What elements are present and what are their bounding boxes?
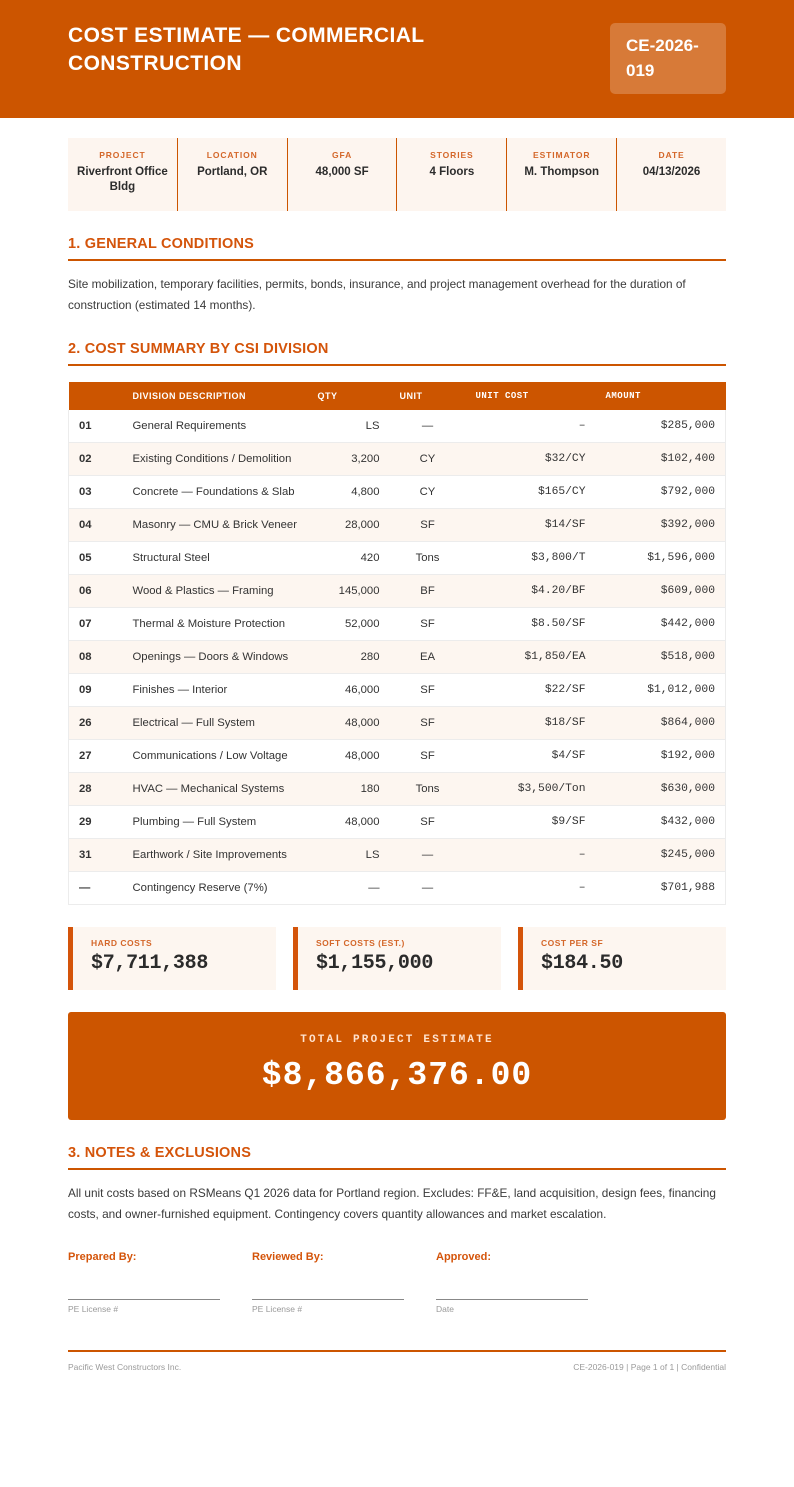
cell-unit: CY — [390, 476, 466, 509]
kpi-label: COST PER SF — [541, 938, 604, 949]
meta-value: 48,000 SF — [315, 166, 369, 179]
cell-division-description: Concrete — Foundations & Slab — [123, 476, 308, 509]
cell-unit-cost: – — [466, 839, 596, 872]
cell-amount: $285,000 — [596, 410, 726, 443]
cell-quantity: 145,000 — [308, 575, 390, 608]
cell-division-description: HVAC — Mechanical Systems — [123, 773, 308, 806]
cell-amount: $518,000 — [596, 641, 726, 674]
section-3-heading: 3. NOTES & EXCLUSIONS — [68, 1120, 726, 1170]
cell-division-description: Finishes — Interior — [123, 674, 308, 707]
table-row — [69, 443, 726, 476]
cell-division-number: 09 — [69, 674, 123, 707]
table-row — [69, 542, 726, 575]
total-value: $8,866,376.00 — [261, 1057, 533, 1095]
cell-division-description: Communications / Low Voltage — [123, 740, 308, 773]
kpi-value: $184.50 — [541, 952, 623, 976]
cell-unit-cost: $3,800/T — [466, 542, 596, 575]
project-meta-strip — [68, 138, 726, 211]
cell-unit: SF — [390, 674, 466, 707]
cell-amount: $245,000 — [596, 839, 726, 872]
signature-line[interactable] — [252, 1299, 404, 1300]
cell-unit-cost: $9/SF — [466, 806, 596, 839]
table-row — [69, 509, 726, 542]
cell-amount: $192,000 — [596, 740, 726, 773]
cell-unit: EA — [390, 641, 466, 674]
table-row — [69, 641, 726, 674]
cell-quantity: 28,000 — [308, 509, 390, 542]
cell-unit: SF — [390, 608, 466, 641]
signature-caption: Date — [436, 1304, 454, 1315]
meta-cell-location — [177, 138, 287, 211]
cell-unit: SF — [390, 707, 466, 740]
cell-division-description: Structural Steel — [123, 542, 308, 575]
meta-value: 04/13/2026 — [642, 166, 701, 179]
cell-division-number: 06 — [69, 575, 123, 608]
meta-label: STORIES — [430, 150, 474, 161]
signature-caption: PE License # — [252, 1304, 303, 1315]
cell-division-description: General Requirements — [123, 410, 308, 443]
cell-unit-cost: $3,500/Ton — [466, 773, 596, 806]
meta-value: M. Thompson — [524, 166, 600, 179]
cell-unit-cost: – — [466, 410, 596, 443]
signature-block-approved — [436, 1251, 588, 1314]
cell-unit-cost: $165/CY — [466, 476, 596, 509]
cell-division-description: Thermal & Moisture Protection — [123, 608, 308, 641]
cost-table-body — [69, 410, 726, 905]
cell-unit: Tons — [390, 542, 466, 575]
cell-quantity: 180 — [308, 773, 390, 806]
meta-label: PROJECT — [99, 150, 146, 161]
section-notes-exclusions — [68, 1120, 726, 1225]
meta-cell-project — [68, 138, 177, 211]
column-header-unit-cost: UNIT COST — [466, 382, 596, 410]
table-row — [69, 476, 726, 509]
cell-quantity: 46,000 — [308, 674, 390, 707]
column-header-division — [69, 382, 123, 410]
cell-quantity: 48,000 — [308, 740, 390, 773]
signature-title: Approved: — [436, 1251, 491, 1264]
cell-division-number: 28 — [69, 773, 123, 806]
cell-division-number: 01 — [69, 410, 123, 443]
signature-line[interactable] — [68, 1299, 220, 1300]
cost-table-head — [69, 382, 726, 410]
cell-division-number: 07 — [69, 608, 123, 641]
meta-label: DATE — [658, 150, 685, 161]
cell-division-number: 31 — [69, 839, 123, 872]
cell-division-description: Masonry — CMU & Brick Veneer — [123, 509, 308, 542]
cell-unit-cost: $4.20/BF — [466, 575, 596, 608]
cell-unit: SF — [390, 509, 466, 542]
cell-unit-cost: – — [466, 872, 596, 905]
meta-cell-stories — [396, 138, 506, 211]
cell-division-number: 03 — [69, 476, 123, 509]
cell-quantity: 420 — [308, 542, 390, 575]
section-3-body: All unit costs based on RSMeans Q1 2026 data for Portland region. Excludes: FF&E, land acquisition, design fees, financing costs, and owner-furnished equipment. Contingency covers quantity allowances and market escalation. — [68, 1186, 716, 1222]
section-general-conditions — [68, 211, 726, 316]
cell-division-number: 26 — [69, 707, 123, 740]
column-header-unit: UNIT — [390, 382, 466, 410]
cell-amount: $701,988 — [596, 872, 726, 905]
cell-quantity: LS — [308, 839, 390, 872]
column-header-qty: QTY — [308, 382, 390, 410]
section-1-body: Site mobilization, temporary facilities, permits, bonds, insurance, and project management overhead for the duration of construction (estimated 14 months). — [68, 277, 686, 313]
cell-unit-cost: $32/CY — [466, 443, 596, 476]
cell-division-description: Contingency Reserve (7%) — [123, 872, 308, 905]
cell-unit: SF — [390, 740, 466, 773]
cell-division-number: 08 — [69, 641, 123, 674]
cell-amount: $864,000 — [596, 707, 726, 740]
page-title: COST ESTIMATE — COMMERCIAL CONSTRUCTION — [68, 24, 425, 75]
table-row — [69, 773, 726, 806]
cell-amount: $442,000 — [596, 608, 726, 641]
cell-unit-cost: $4/SF — [466, 740, 596, 773]
cell-amount: $609,000 — [596, 575, 726, 608]
cell-quantity: 4,800 — [308, 476, 390, 509]
table-row — [69, 608, 726, 641]
cell-amount: $792,000 — [596, 476, 726, 509]
meta-label: ESTIMATOR — [533, 150, 591, 161]
table-row — [69, 674, 726, 707]
cell-unit: BF — [390, 575, 466, 608]
cell-quantity: LS — [308, 410, 390, 443]
cell-division-number: 27 — [69, 740, 123, 773]
meta-value: Portland, OR — [197, 166, 268, 179]
cell-unit: — — [390, 410, 466, 443]
cell-amount: $1,596,000 — [596, 542, 726, 575]
cost-table-container — [68, 382, 726, 905]
footer-meta: CE-2026-019 | Page 1 of 1 | Confidential — [573, 1362, 726, 1373]
cell-unit-cost: $14/SF — [466, 509, 596, 542]
section-1-heading: 1. GENERAL CONDITIONS — [68, 211, 726, 261]
cell-unit-cost: $18/SF — [466, 707, 596, 740]
cell-quantity: 280 — [308, 641, 390, 674]
total-label: TOTAL PROJECT ESTIMATE — [300, 1034, 494, 1047]
cell-division-description: Wood & Plastics — Framing — [123, 575, 308, 608]
cell-unit-cost: $8.50/SF — [466, 608, 596, 641]
section-2-heading: 2. COST SUMMARY BY CSI DIVISION — [68, 316, 726, 366]
column-header-amount: AMOUNT — [596, 382, 726, 410]
total-estimate-banner — [68, 1012, 726, 1120]
cell-division-number: — — [69, 872, 123, 905]
table-row — [69, 575, 726, 608]
cell-division-number: 02 — [69, 443, 123, 476]
cell-division-description: Plumbing — Full System — [123, 806, 308, 839]
table-row — [69, 872, 726, 905]
table-row — [69, 839, 726, 872]
cell-amount: $392,000 — [596, 509, 726, 542]
signature-block-row — [68, 1251, 726, 1314]
cell-unit: — — [390, 872, 466, 905]
cost-summary-table — [68, 382, 726, 905]
cell-division-number: 05 — [69, 542, 123, 575]
cell-division-number: 29 — [69, 806, 123, 839]
cell-quantity: 52,000 — [308, 608, 390, 641]
kpi-card-row — [68, 927, 726, 990]
table-row — [69, 707, 726, 740]
column-header-description: DIVISION DESCRIPTION — [123, 382, 308, 410]
cell-division-description: Earthwork / Site Improvements — [123, 839, 308, 872]
cell-division-description: Existing Conditions / Demolition — [123, 443, 308, 476]
cell-quantity: — — [308, 872, 390, 905]
table-header-row — [69, 382, 726, 410]
kpi-label: HARD COSTS — [91, 938, 153, 949]
document-footer — [68, 1350, 726, 1432]
meta-value: Riverfront Office Bldg — [77, 166, 168, 194]
kpi-card-soft-costs-est — [293, 927, 501, 990]
signature-line[interactable] — [436, 1299, 588, 1300]
signature-caption: PE License # — [68, 1304, 119, 1315]
meta-cell-estimator — [506, 138, 616, 211]
cell-quantity: 48,000 — [308, 707, 390, 740]
cell-unit: SF — [390, 806, 466, 839]
kpi-value: $7,711,388 — [91, 952, 209, 976]
cell-amount: $1,012,000 — [596, 674, 726, 707]
cell-quantity: 3,200 — [308, 443, 390, 476]
cell-quantity: 48,000 — [308, 806, 390, 839]
meta-cell-gfa — [287, 138, 397, 211]
kpi-card-hard-costs — [68, 927, 276, 990]
meta-label: GFA — [331, 150, 353, 161]
cell-division-number: 04 — [69, 509, 123, 542]
footer-company: Pacific West Constructors Inc. — [68, 1362, 182, 1373]
cell-unit: CY — [390, 443, 466, 476]
cell-unit-cost: $22/SF — [466, 674, 596, 707]
cell-unit-cost: $1,850/EA — [466, 641, 596, 674]
cell-unit: Tons — [390, 773, 466, 806]
section-cost-summary — [68, 316, 726, 366]
meta-label: LOCATION — [206, 150, 258, 161]
estimate-number-badge: CE-2026-019 — [610, 23, 726, 94]
cell-division-description: Openings — Doors & Windows — [123, 641, 308, 674]
signature-block-prepared-by — [68, 1251, 220, 1314]
cell-amount: $630,000 — [596, 773, 726, 806]
cell-amount: $102,400 — [596, 443, 726, 476]
table-row — [69, 410, 726, 443]
cell-unit: — — [390, 839, 466, 872]
table-row — [69, 740, 726, 773]
meta-value: 4 Floors — [429, 166, 475, 179]
cell-amount: $432,000 — [596, 806, 726, 839]
kpi-label: SOFT COSTS (EST.) — [316, 938, 405, 949]
signature-block-reviewed-by — [252, 1251, 404, 1314]
document-header — [0, 0, 794, 118]
kpi-value: $1,155,000 — [316, 952, 434, 976]
signature-title: Prepared By: — [68, 1251, 137, 1264]
table-row — [69, 806, 726, 839]
signature-title: Reviewed By: — [252, 1251, 324, 1264]
meta-cell-date — [616, 138, 726, 211]
kpi-card-cost-per-sf — [518, 927, 726, 990]
cell-division-description: Electrical — Full System — [123, 707, 308, 740]
